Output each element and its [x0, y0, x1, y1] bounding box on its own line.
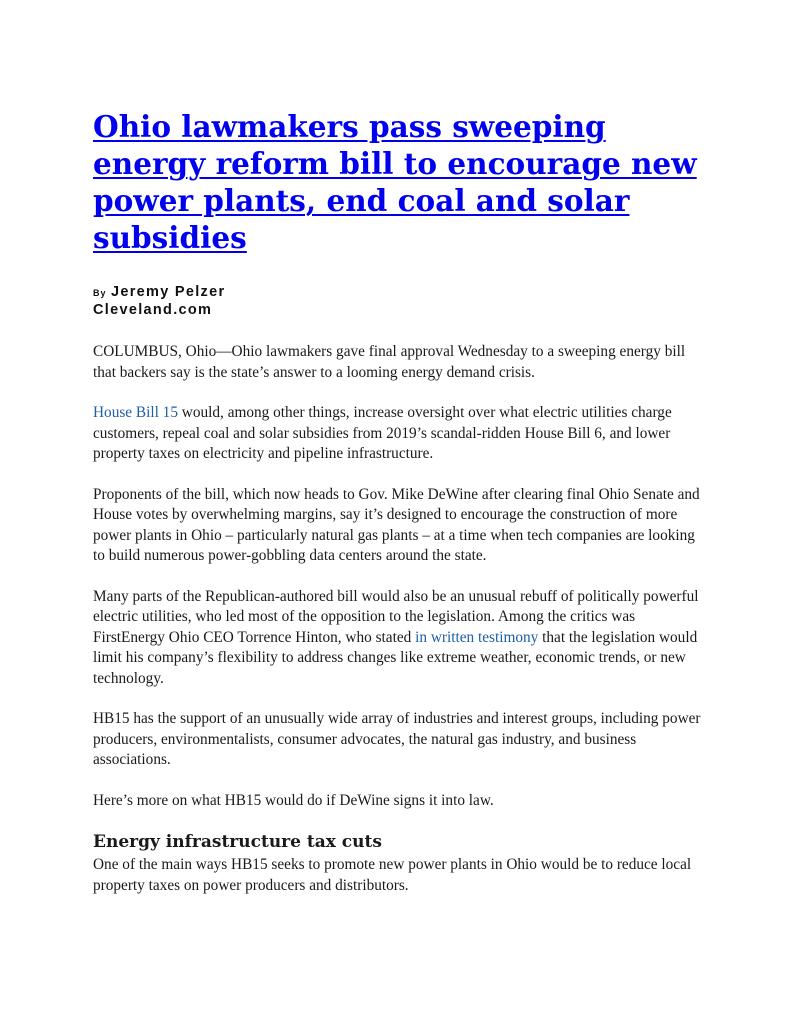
article-headline[interactable] — [93, 108, 703, 256]
paragraph-1: COLUMBUS, Ohio—Ohio lawmakers gave final approval Wednesday to a sweeping energy bill that backers say is the state’s answer to a looming energy demand crisis. — [93, 343, 686, 381]
paragraph-4-text-after: that the legislation would limit his company’s flexibility to address changes like extreme weather, economic trends, or new technology. — [93, 628, 698, 687]
section-heading: Energy infrastructure tax cuts — [93, 832, 382, 852]
written-testimony-link[interactable]: in written testimony — [415, 628, 539, 646]
outlet-name: Cleveland.com — [93, 302, 213, 318]
paragraph-5: HB15 has the support of an unusually wide array of industries and interest groups, including power producers, environmentalists, consumer advocates, the natural gas industry, and business associations. — [93, 710, 701, 768]
article-body — [93, 108, 703, 896]
house-bill-15-link[interactable]: House Bill 15 — [93, 404, 178, 421]
author-name: Jeremy Pelzer — [110, 284, 226, 300]
headline-link[interactable]: Ohio lawmakers pass sweeping energy reform bill to encourage new power plants, end coal and solar subsidies — [93, 109, 697, 255]
paragraph-4 — [93, 587, 703, 690]
paragraph-2 — [93, 403, 703, 465]
paragraph-2-text: would, among other things, increase oversight over what electric utilities charge customers, repeal coal and solar subsidies from 2019’s scandal-ridden House Bill 6, and lower property taxes on electricity and pipeline infrastructure. — [93, 404, 672, 462]
paragraph-6: Here’s more on what HB15 would do if DeWine signs it into law. — [93, 791, 494, 809]
paragraph-7: One of the main ways HB15 seeks to promote new power plants in Ohio would be to reduce local property taxes on power producers and distributors. — [93, 856, 692, 894]
paragraph-3: Proponents of the bill, which now heads to Gov. Mike DeWine after clearing final Ohio Senate and House votes by overwhelming margins, say it’s designed to encourage the construction of more power plants in Ohio – particularly natural gas plants – at a time when tech companies are looking to build numerous power-gobbling data centers around the state. — [93, 485, 700, 564]
byline-prefix: By — [93, 288, 107, 298]
paragraph-4-text-before: Many parts of the Republican-authored bill would also be an unusual rebuff of politically powerful electric utilities, who led most of the opposition to the legislation. Among the critics was FirstEnergy Ohio CEO Torrence Hinton, who stated — [93, 587, 699, 646]
byline — [93, 283, 703, 319]
